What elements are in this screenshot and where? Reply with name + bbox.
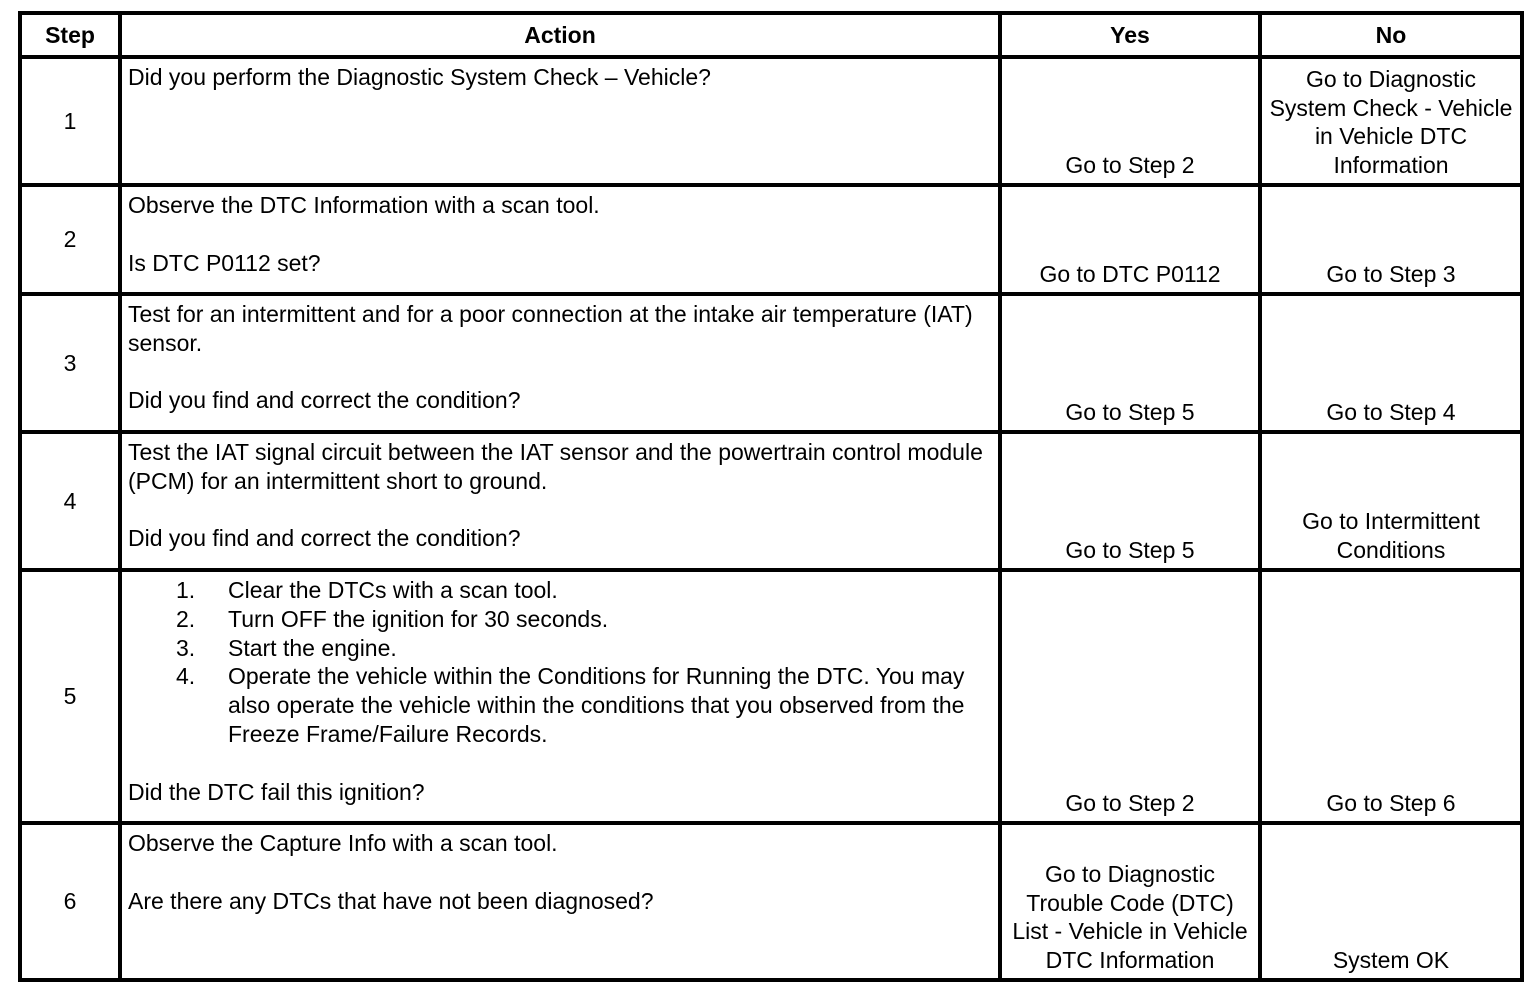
yes-cell: Go to Step 5 bbox=[1000, 432, 1260, 570]
step-number: 3 bbox=[20, 294, 120, 432]
step-number: 4 bbox=[20, 432, 120, 570]
step-number: 5 bbox=[20, 570, 120, 823]
action-cell bbox=[120, 432, 1000, 570]
header-action: Action bbox=[120, 13, 1000, 57]
table-row bbox=[20, 823, 1522, 980]
action-text: Observe the Capture Info with a scan tool. bbox=[128, 830, 558, 856]
action-question: Did you find and correct the condition? bbox=[128, 387, 521, 414]
no-cell: Go to Diagnostic System Check - Vehicle in Vehicle DTC Information bbox=[1260, 57, 1522, 185]
action-text: Did you perform the Diagnostic System Check – Vehicle? bbox=[128, 64, 711, 90]
action-cell bbox=[120, 294, 1000, 432]
list-item bbox=[128, 662, 992, 748]
action-question: Did the DTC fail this ignition? bbox=[128, 778, 425, 805]
list-item bbox=[128, 605, 992, 634]
action-text: Test for an intermittent and for a poor connection at the intake air temperature (IAT) sensor. bbox=[128, 301, 973, 356]
action-cell bbox=[120, 823, 1000, 980]
list-item-number: 1. bbox=[176, 577, 196, 603]
action-cell bbox=[120, 57, 1000, 185]
step-number: 1 bbox=[20, 57, 120, 185]
action-question: Did you find and correct the condition? bbox=[128, 525, 521, 552]
list-item-text: Turn OFF the ignition for 30 seconds. bbox=[228, 605, 609, 632]
no-cell: Go to Step 4 bbox=[1260, 294, 1522, 432]
diagnostic-table bbox=[18, 11, 1524, 982]
action-text: Observe the DTC Information with a scan tool. bbox=[128, 192, 600, 218]
yes-cell: Go to DTC P0112 bbox=[1000, 185, 1260, 294]
list-item-text: Start the engine. bbox=[228, 634, 397, 661]
table-row bbox=[20, 294, 1522, 432]
list-item-number: 3. bbox=[176, 634, 196, 661]
step-number: 2 bbox=[20, 185, 120, 294]
no-cell: Go to Step 6 bbox=[1260, 570, 1522, 823]
table-row bbox=[20, 432, 1522, 570]
action-text: Test the IAT signal circuit between the IAT sensor and the powertrain control module (PCM) for an intermittent short to ground. bbox=[128, 439, 983, 494]
yes-cell: Go to Step 2 bbox=[1000, 57, 1260, 185]
header-row bbox=[20, 13, 1522, 57]
header-step: Step bbox=[20, 13, 120, 57]
header-yes: Yes bbox=[1000, 13, 1260, 57]
action-cell bbox=[120, 185, 1000, 294]
list-item-number: 2. bbox=[176, 605, 196, 632]
step-number: 6 bbox=[20, 823, 120, 980]
list-item-text: Clear the DTCs with a scan tool. bbox=[228, 577, 558, 603]
action-cell bbox=[120, 570, 1000, 823]
no-cell: Go to Intermittent Conditions bbox=[1260, 432, 1522, 570]
numbered-procedure-list bbox=[128, 576, 992, 749]
table-row bbox=[20, 57, 1522, 185]
table-row bbox=[20, 570, 1522, 823]
action-question: Are there any DTCs that have not been diagnosed? bbox=[128, 887, 654, 914]
yes-cell: Go to Step 5 bbox=[1000, 294, 1260, 432]
list-item-text: Operate the vehicle within the Conditions for Running the DTC. You may also operate the vehicle within the conditions that you observed from the Freeze Frame/Failure Records. bbox=[228, 663, 965, 747]
yes-cell: Go to Diagnostic Trouble Code (DTC) List - Vehicle in Vehicle DTC Information bbox=[1000, 823, 1260, 980]
list-item bbox=[128, 576, 992, 605]
list-item bbox=[128, 634, 992, 663]
yes-cell: Go to Step 2 bbox=[1000, 570, 1260, 823]
table-row bbox=[20, 185, 1522, 294]
no-cell: System OK bbox=[1260, 823, 1522, 980]
header-no: No bbox=[1260, 13, 1522, 57]
no-cell: Go to Step 3 bbox=[1260, 185, 1522, 294]
list-item-number: 4. bbox=[176, 663, 196, 690]
action-question: Is DTC P0112 set? bbox=[128, 249, 321, 276]
